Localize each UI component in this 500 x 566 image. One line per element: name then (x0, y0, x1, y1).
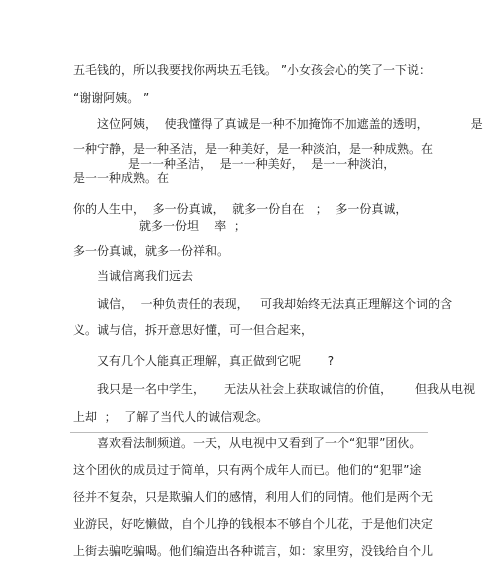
text-line: 就多一份坦 率 ； (139, 219, 246, 233)
text-line: “谢谢阿姨。 ” (73, 91, 150, 105)
text-line: 上却 ； 了解了当代人的诚信观念。 (73, 410, 269, 424)
text-line: 当诚信离我们远去 (97, 269, 194, 283)
text-line: 我只是一名中学生， 无法从社会上获取诚信的价值， 但我从电视 (97, 382, 475, 396)
text-line: 又有几个人能真正理解，真正做到它呢 ? (97, 354, 335, 368)
text-line: 上街去骗吃骗喝。他们编造出各种谎言，如：家里穷，没钱给自个儿 (73, 544, 434, 558)
text-line: 一种宁静，是一种圣洁，是一种美好，是一种淡泊，是一种成熟。在 (73, 142, 434, 156)
text-line: 是一一种成熟。在 (73, 171, 170, 185)
text-line: 业游民，好吃懒做，自个儿挣的钱根本不够自个儿花，于是他们决定 (73, 517, 434, 531)
text-line: 喜欢看法制频道。一天，从电视中又看到了一个“犯罪”团伙。 (97, 436, 422, 450)
text-line: 义。诚与信，拆开意思好懂，可一但合起来， (73, 323, 314, 337)
text-line: 这位阿姨， 使我懂得了真诚是一种不加掩饰不加遮盖的透明， 是 (97, 117, 483, 131)
text-line: 诚信， 一种负责任的表现， 可我却始终无法真正理解这个词的含 (97, 297, 453, 311)
divider-rule (70, 432, 428, 433)
text-line: 是一一种圣洁， 是一一种美好， 是一一种淡泊， (128, 157, 396, 171)
text-line: 多一份真诚，就多一份祥和。 (73, 244, 230, 258)
text-line: 你的人生中， 多一份真诚， 就多一份自在 ； 多一份真诚， (73, 202, 408, 216)
text-line: 这个团伙的成员过于简单，只有两个成年人而已。他们的“犯罪”途 (73, 463, 422, 477)
text-line: 五毛钱的，所以我要找你两块五毛钱。 ”小女孩会心的笑了一下说： (73, 63, 432, 77)
text-line: 径并不复杂，只是欺骗人们的感情，利用人们的同情。他们是两个无 (73, 490, 434, 504)
